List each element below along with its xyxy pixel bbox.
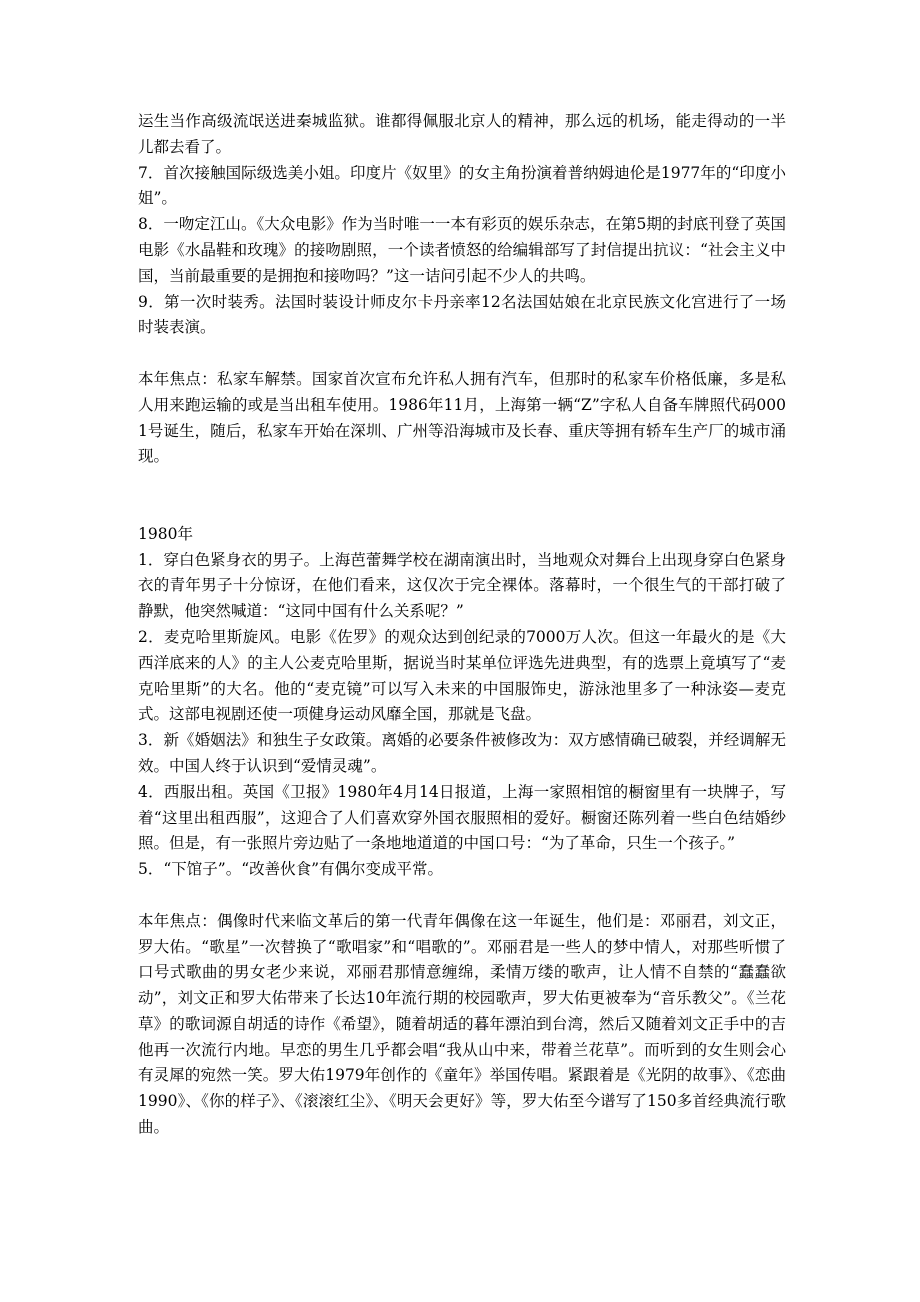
paragraph-continued: 运生当作高级流氓送进秦城监狱。谁都得佩服北京人的精神，那么远的机场，能走得动的一半儿都去看了。 [138, 112, 786, 156]
focus-paragraph-2: 本年焦点：偶像时代来临文革后的第一代青年偶像在这一年诞生，他们是：邓丽君，刘文正，罗大佑。“歌星”一次替换了“歌唱家”和“唱歌的”。邓丽君是一些人的梦中情人，对那些听惯了口号式歌曲的男女老少来说，邓丽君那情意缠绵，柔情万缕的歌声，让人情不自禁的“蠢蠢欲动”，刘文正和罗大佑带来了长达10年流行期的校园歌声，罗大佑更被奉为“音乐教父”。《兰花草》的歌词源自胡适的诗作《希望》，随着胡适的暮年漂泊到台湾，然后又随着刘文正手中的吉他再一次流行内地。早恋的男生几乎都会唱“我从山中来，带着兰花草”。而听到的女生则会心有灵犀的宛然一笑。罗大佑1979年创作的《童年》举国传唱。紧跟着是《光阴的故事》、《恋曲1990》、《你的样子》、《滚滚红尘》、《明天会更好》等，罗大佑至今谱写了150多首经典流行歌曲。 [138, 911, 786, 1137]
blank-line [138, 341, 786, 367]
list-item-3: 3．新《婚姻法》和独生子女政策。离婚的必要条件被修改为：双方感情确已破裂，并经调解无效。中国人终于认识到“爱情灵魂”。 [138, 731, 786, 775]
focus-paragraph-1: 本年焦点：私家车解禁。国家首次宣布允许私人拥有汽车，但那时的私家车价格低廉，多是私人用来跑运输的或是当出租车使用。1986年11月，上海第一辆“Z”字私人自备车牌照代码0001号诞生，随后，私家车开始在深圳、广州等沿海城市及长春、重庆等拥有轿车生产厂的城市涌现。 [138, 369, 786, 466]
list-item-4: 4．西服出租。英国《卫报》1980年4月14日报道，上海一家照相馆的橱窗里有一块牌子，写着“这里出租西服”，这迎合了人们喜欢穿外国衣服照相的爱好。橱窗还陈列着一些白色结婚纱照。但是，有一张照片旁边贴了一条地地道道的中国口号：“为了革命，只生一个孩子。” [138, 782, 786, 853]
list-item-1: 1．穿白色紧身衣的男子。上海芭蕾舞学校在湖南演出时，当地观众对舞台上出现身穿白色紧身衣的青年男子十分惊讶，在他们看来，这仅次于完全裸体。落幕时，一个很生气的干部打破了静默，他突然喊道：“这同中国有什么关系呢？” [138, 550, 786, 621]
blank-line [138, 883, 786, 909]
list-item-5: 5．“下馆子”。“改善伙食”有偶尔变成平常。 [138, 860, 444, 879]
blank-line [138, 470, 786, 522]
list-item-2: 2．麦克哈里斯旋风。电影《佐罗》的观众达到创纪录的7000万人次。但这一年最火的是《大西洋底来的人》的主人公麦克哈里斯，据说当时某单位评选先进典型，有的选票上竟填写了“麦克哈里斯”的大名。他的“麦克镜”可以写入未来的中国服饰史，游泳池里多了一种泳姿—麦克式。这部电视剧还使一项健身运动风靡全国，那就是飞盘。 [138, 627, 786, 724]
year-heading: 1980年 [138, 524, 193, 543]
list-item-8: 8．一吻定江山。《大众电影》作为当时唯一一本有彩页的娱乐杂志，在第5期的封底刊登了英国电影《水晶鞋和玫瑰》的接吻剧照，一个读者愤怒的给编辑部写了封信提出抗议：“社会主义中国，当前最重要的是拥抱和接吻吗？”这一诘问引起不少人的共鸣。 [138, 215, 786, 285]
list-item-7: 7．首次接触国际级选美小姐。印度片《奴里》的女主角扮演着普纳姆迪伦是1977年的“印度小姐”。 [138, 163, 786, 208]
list-item-9: 9．第一次时装秀。法国时装设计师皮尔卡丹亲率12名法国姑娘在北京民族文化宫进行了一场时装表演。 [138, 292, 786, 337]
document-page [138, 109, 786, 1141]
